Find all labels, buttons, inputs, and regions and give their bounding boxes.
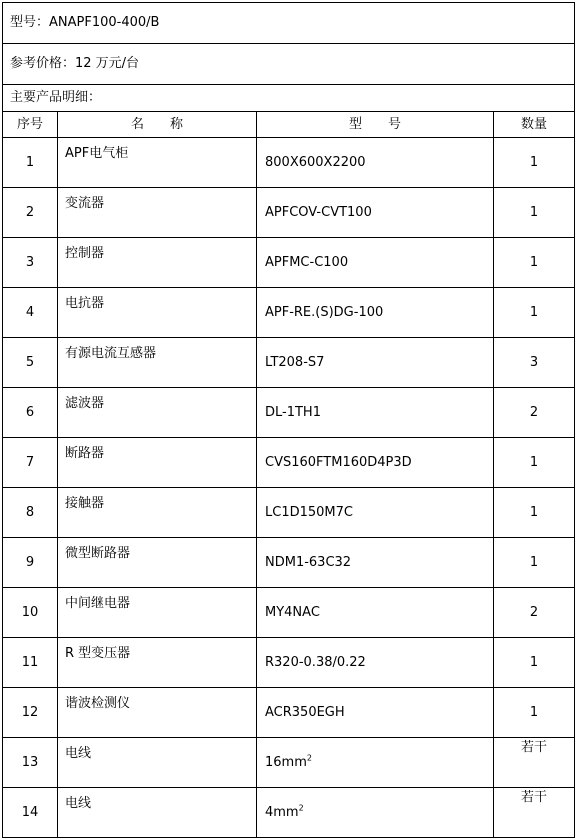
row-number: 12 [3,688,58,738]
model-row [3,3,575,44]
table-row [3,488,575,538]
row-number: 1 [3,138,58,188]
item-name: 电抗器 [58,288,257,338]
item-model: MY4NAC [265,604,320,620]
item-model-cell [257,638,494,688]
row-number: 5 [3,338,58,388]
item-model-superscript: 2 [298,803,304,813]
item-quantity: 1 [494,238,575,288]
item-name: 电线 [58,738,257,788]
row-number: 9 [3,538,58,588]
item-model-cell [257,338,494,388]
table-row [3,538,575,588]
table-row [3,588,575,638]
item-quantity: 1 [494,488,575,538]
item-name: 微型断路器 [58,538,257,588]
item-quantity: 2 [494,588,575,638]
item-model-cell [257,288,494,338]
item-model: R320-0.38/0.22 [265,654,366,670]
item-name: 电线 [58,788,257,838]
table-row [3,288,575,338]
table-row [3,388,575,438]
table-row [3,688,575,738]
item-quantity: 1 [494,538,575,588]
detail-title: 主要产品明细： [3,85,575,112]
item-model: APFMC-C100 [265,254,349,270]
item-name: 控制器 [58,238,257,288]
item-model-cell [257,738,494,788]
item-quantity: 若干 [494,738,575,788]
item-model: APFCOV-CVT100 [265,204,372,220]
item-model: LT208-S7 [265,354,325,370]
item-model-cell [257,538,494,588]
item-model: ACR350EGH [265,704,345,720]
item-model-cell [257,138,494,188]
column-header-row [3,112,575,138]
table-row [3,238,575,288]
item-quantity: 1 [494,188,575,238]
table-row [3,338,575,388]
item-name: 接触器 [58,488,257,538]
row-number: 7 [3,438,58,488]
row-number: 6 [3,388,58,438]
table-row [3,438,575,488]
item-name: APF电气柜 [58,138,257,188]
table-row [3,738,575,788]
row-number: 11 [3,638,58,688]
item-quantity: 1 [494,138,575,188]
row-number: 8 [3,488,58,538]
item-model-superscript: 2 [306,753,312,763]
item-model-cell [257,688,494,738]
item-name: R 型变压器 [58,638,257,688]
table-row [3,788,575,838]
price-row [3,44,575,85]
table-row [3,188,575,238]
row-number: 14 [3,788,58,838]
price-line: 参考价格：12 万元/台 [3,44,575,85]
item-model-cell [257,788,494,838]
item-model: 16mm [265,754,307,770]
item-quantity: 3 [494,338,575,388]
item-model: APF-RE.(S)DG-100 [265,304,384,320]
item-name: 变流器 [58,188,257,238]
item-name: 断路器 [58,438,257,488]
item-name: 谐波检测仪 [58,688,257,738]
item-rows [3,138,575,838]
item-model: LC1D150M7C [265,504,353,520]
item-quantity: 若干 [494,788,575,838]
item-model-cell [257,238,494,288]
item-quantity: 2 [494,388,575,438]
item-model: 800X600X2200 [265,154,366,170]
item-quantity: 1 [494,288,575,338]
item-model-cell [257,438,494,488]
item-name: 有源电流互感器 [58,338,257,388]
item-model: NDM1-63C32 [265,554,352,570]
item-model-cell [257,188,494,238]
spec-table [2,2,575,838]
row-number: 4 [3,288,58,338]
row-number: 10 [3,588,58,638]
column-header-qty: 数量 [494,112,575,138]
item-name: 滤波器 [58,388,257,438]
item-name: 中间继电器 [58,588,257,638]
item-model: 4mm [265,804,299,820]
detail-title-row [3,85,575,112]
item-model-cell [257,588,494,638]
column-header-model: 型 号 [257,112,494,138]
item-model: DL-1TH1 [265,404,321,420]
model-line: 型号：ANAPF100-400/B [3,3,575,44]
item-model: CVS160FTM160D4P3D [265,454,412,470]
item-quantity: 1 [494,438,575,488]
column-header-name: 名 称 [58,112,257,138]
item-model-cell [257,488,494,538]
row-number: 2 [3,188,58,238]
item-quantity: 1 [494,688,575,738]
product-spec-document [2,2,574,820]
item-model-cell [257,388,494,438]
row-number: 3 [3,238,58,288]
row-number: 13 [3,738,58,788]
item-quantity: 1 [494,638,575,688]
column-header-no: 序号 [3,112,58,138]
table-row [3,638,575,688]
table-row [3,138,575,188]
